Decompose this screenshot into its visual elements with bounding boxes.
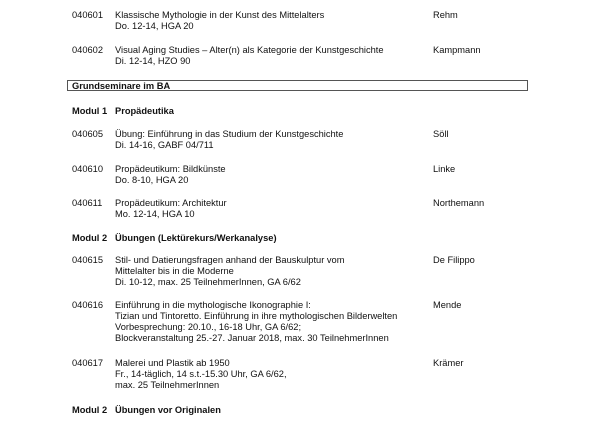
course-schedule-continued: Blockveranstaltung 25.-27. Januar 2018, max. 30 TeilnehmerInnen	[115, 333, 389, 343]
course-schedule: Di. 14-16, GABF 04/711	[115, 140, 214, 150]
section-title: Grundseminare im BA	[72, 81, 171, 91]
module-number: Modul 2	[72, 405, 108, 415]
course-number: 040615	[72, 255, 104, 265]
course-title-continued: Tizian und Tintoretto. Einführung in ihre mythologischen Bilderwelten	[115, 311, 398, 321]
course-lecturer: Northemann	[433, 198, 485, 208]
course-details	[115, 300, 430, 344]
course-title: Propädeutikum: Bildkünste	[115, 164, 226, 174]
course-number: 040610	[72, 164, 104, 174]
module-title: Übungen (Lektürekurs/Werkanalyse)	[115, 233, 277, 243]
course-schedule: Do. 8-10, HGA 20	[115, 175, 189, 185]
module-title: Übungen vor Originalen	[115, 405, 221, 415]
course-details	[115, 358, 430, 391]
course-lecturer: Rehm	[433, 10, 458, 20]
course-schedule: Fr., 14-täglich, 14 s.t.-15.30 Uhr, GA 6/62,	[115, 369, 287, 379]
course-details	[115, 129, 430, 151]
course-number: 040617	[72, 358, 104, 368]
course-title: Propädeutikum: Architektur	[115, 198, 227, 208]
module-heading	[72, 106, 174, 117]
module-number: Modul 2	[72, 233, 108, 243]
course-title: Visual Aging Studies – Alter(n) als Kategorie der Kunstgeschichte	[115, 45, 384, 55]
course-number: 040611	[72, 198, 103, 208]
course-title-continued: Mittelalter bis in die Moderne	[115, 266, 234, 276]
course-lecturer: Mende	[433, 300, 462, 310]
course-schedule: Di. 10-12, max. 25 TeilnehmerInnen, GA 6/62	[115, 277, 301, 287]
course-details	[115, 255, 430, 288]
course-number: 040602	[72, 45, 104, 55]
course-schedule: Vorbesprechung: 20.10., 16-18 Uhr, GA 6/62;	[115, 322, 302, 332]
course-details	[115, 10, 430, 32]
course-title: Klassische Mythologie in der Kunst des Mittelalters	[115, 10, 325, 20]
module-heading	[72, 233, 277, 244]
course-title: Übung: Einführung in das Studium der Kunstgeschichte	[115, 129, 344, 139]
course-lecturer: De Filippo	[433, 255, 475, 265]
course-number: 040616	[72, 300, 104, 310]
section-header-box	[67, 80, 528, 91]
course-title: Stil- und Datierungsfragen anhand der Bauskulptur vom	[115, 255, 345, 265]
course-lecturer: Kampmann	[433, 45, 481, 55]
course-details	[115, 198, 430, 220]
course-number: 040601	[72, 10, 104, 20]
course-number: 040605	[72, 129, 104, 139]
course-schedule: Do. 12-14, HGA 20	[115, 21, 194, 31]
course-lecturer: Krämer	[433, 358, 464, 368]
course-title: Malerei und Plastik ab 1950	[115, 358, 230, 368]
course-details	[115, 164, 430, 186]
course-title: Einführung in die mythologische Ikonographie I:	[115, 300, 311, 310]
course-schedule: Di. 12-14, HZO 90	[115, 56, 191, 66]
course-schedule-continued: max. 25 TeilnehmerInnen	[115, 380, 220, 390]
module-heading	[72, 405, 221, 416]
course-schedule: Mo. 12-14, HGA 10	[115, 209, 195, 219]
course-details	[115, 45, 430, 67]
module-number: Modul 1	[72, 106, 108, 116]
course-lecturer: Linke	[433, 164, 456, 174]
course-lecturer: Söll	[433, 129, 449, 139]
module-title: Propädeutika	[115, 106, 174, 116]
